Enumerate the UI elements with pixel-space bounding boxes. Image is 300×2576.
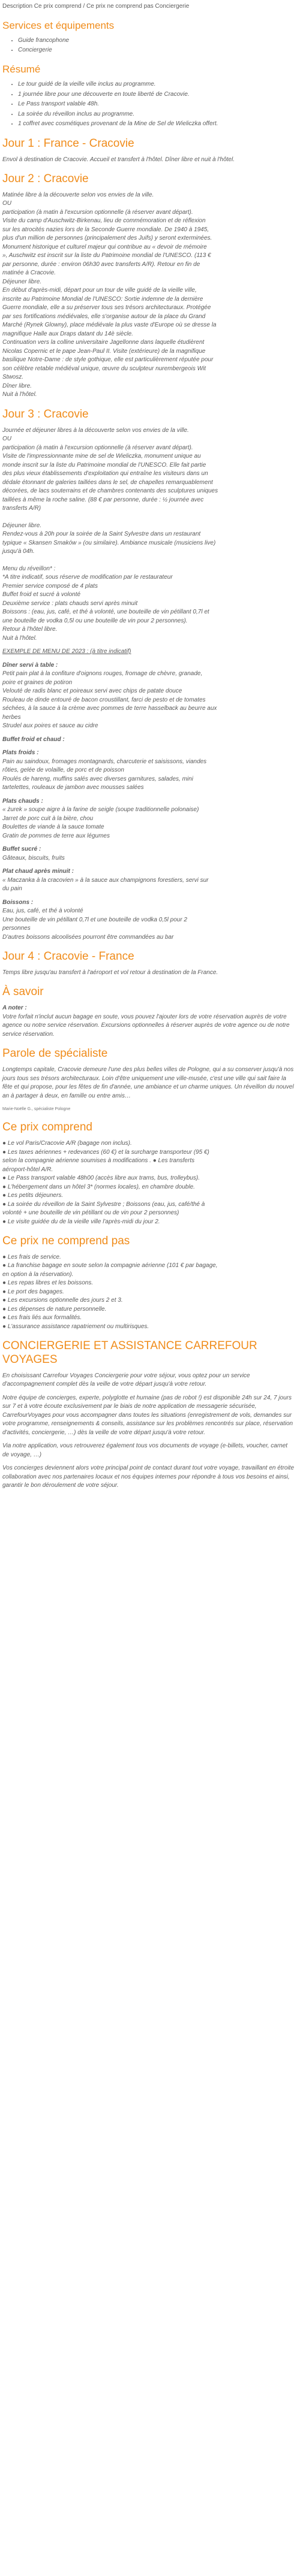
text-line: Menu du réveillon* : — [2, 565, 56, 572]
text-line: Matinée libre à la découverte selon vos envies de la ville. — [2, 191, 154, 198]
menu-dinner-title: Dîner servi à table : — [2, 661, 58, 669]
menu-section — [2, 648, 295, 942]
text-line: Eau, jus, café, et thé à volonté — [2, 908, 83, 915]
text-line: jusqu'à 04h. — [2, 548, 35, 555]
text-line: des plus vieux établissements d'exploitation qui entraîne les visiteurs dans un — [2, 470, 208, 477]
text-line: Une bouteille de vin pétillant 0,7l et une bouteille de vodka 0,5l pour 2 — [2, 916, 187, 923]
day2-section — [2, 173, 295, 400]
text-line: ● Le port des bagages. — [2, 1288, 64, 1295]
text-line: Visite du camp d'Auschwitz-Birkenau, lieu de commémoration et de réflexion — [2, 217, 206, 225]
text-line: son célèbre retable médiéval unique, œuvre du sculpteur nurembergeois Wit — [2, 365, 206, 372]
text-line: Continuation vers la colline universitaire Jagellonne dans laquelle étudièrent — [2, 339, 205, 346]
day3-body — [2, 427, 295, 643]
text-line: Rouleau de dinde entouré de bacon croustillant, farci de pesto et de tomates — [2, 696, 206, 703]
text-line: du pain — [2, 885, 22, 893]
text-line: *A titre indicatif, sous réserve de modification par le restaurateur — [2, 574, 173, 581]
text-line: selon la compagnie aérienne soumises à modifications . ● Les transferts — [2, 1157, 195, 1164]
day4-section — [2, 950, 295, 977]
text-line: ● Les frais liés aux formalités. — [2, 1314, 82, 1322]
day3-title: Jour 3 : Cracovie — [2, 407, 89, 421]
day2-body — [2, 191, 295, 400]
text-line: aéroport-hôtel A/R. — [2, 1166, 53, 1173]
text-line: Déjeuner libre. — [2, 278, 42, 285]
menu-title: EXEMPLE DE MENU DE 2023 : (à titre indicatif) — [2, 648, 131, 655]
resume-section — [2, 64, 295, 129]
text-line: En début d'après-midi, départ pour un tour de ville guidé de la vieille ville, — [2, 287, 197, 294]
text-line: monde inscrit sur la liste du Patrimoine mondial de l'UNESCO. Elle fait partie — [2, 461, 206, 468]
text-line: herbes — [2, 713, 21, 721]
list-item: • 1 journée libre pour une découverte en toute liberté de Cracovie. — [18, 90, 295, 99]
text-line: taillées à même la roche saline. (88 € par personne, durée : ½ journée avec — [2, 496, 204, 503]
text-line: Stwosz. — [2, 374, 24, 381]
text-line: ● L'hébergement dans un hôtel 3* (normes locales), en chambre double. — [2, 1183, 195, 1190]
specialist-text: Longtemps capitale, Cracovie demeure l'une des plus belles villes de Pologne, qui a su conserver jusqu'à nos jours tous ses trésors architecturaux. Loin d'être uniquement une ville-musée, c'est une ville qui sait faire la fête et qui propose, pour les fêtes de fin d'année, une ambiance et un charme uniques. Un réveillon du nouvel an à partager à deux, en famille ou entre amis… — [2, 1066, 294, 1099]
menu-after-title: Plat chaud après minuit : — [2, 868, 74, 875]
menu-drinks-title: Boissons : — [2, 899, 34, 906]
day4-text: Temps libre jusqu'au transfert à l'aéroport et vol retour à destination de la France. — [2, 969, 218, 976]
text-line: Pain au saindoux, fromages montagnards, charcuterie et saisissons, viandes — [2, 758, 207, 765]
text-line: en option à la réservation). — [2, 1271, 74, 1278]
text-line: volonté + une bouteille de vin pétillant ou de vin pour 2 personnes) — [2, 1210, 179, 1216]
day1-section — [2, 137, 295, 164]
menu-cold-body — [2, 758, 295, 793]
menu-after-body — [2, 876, 295, 894]
text-line: D'autres boissons alcoolisées pourront être commandées au bar — [2, 933, 174, 941]
text-line: Roulés de hareng, muffins salés avec diverses garnitures, salades, mini — [2, 775, 193, 782]
list-item: • 1 coffret avec cosmétiques provenant de la Mine de Sel de Wieliczka offert. — [18, 120, 295, 129]
text-line: décorées, de lacs souterrains et de chambres contenants des sculptures uniques — [2, 488, 218, 495]
text-line: ● La soirée du réveillon de la Saint Sylvestre ; Boissons (eau, jus, café/thé à — [2, 1201, 205, 1208]
text-line: Retour à l'hôtel libre. — [2, 626, 58, 633]
text-line: « żurek » soupe aigre à la farine de seigle (soupe traditionnelle polonaise) — [2, 806, 199, 814]
text-line: ● Les dépenses de nature personnelle. — [2, 1305, 107, 1313]
text-line: basilique Notre-Dame : de style gothique, elle est particulièrement réputée pour — [2, 356, 214, 364]
day4-title: Jour 4 : Cracovie - France — [2, 950, 134, 963]
resume-title: Résumé — [2, 63, 41, 75]
text-line: participation (à matin à l'excursion optionnelle (à réserver avant départ). — [2, 208, 193, 216]
text-line: ● Les repas libres et les boissons. — [2, 1280, 94, 1287]
day3-section — [2, 408, 295, 643]
text-line: Premier service composé de 4 plats — [2, 582, 98, 589]
text-line: Velouté de radis blanc et poireaux servi avec chips de patate douce — [2, 688, 182, 695]
text-line: Nuit à l'hôtel. — [2, 634, 37, 642]
text-line: Gratin de pommes de terre aux légumes — [2, 832, 110, 839]
text-line: ● Les excursions optionnelle des jours 2 et 3. — [2, 1297, 123, 1304]
text-line: plus d'un million de personnes (principalement des Juifs) y seront exterminées. — [2, 235, 212, 242]
includes-title: Ce prix comprend — [2, 1121, 92, 1134]
specialist-title: Parole de spécialiste — [2, 1047, 108, 1060]
text-line: inscrite au Patrimoine Mondial de l'UNESCO: Sortie indemne de la dernière — [2, 295, 203, 303]
text-line: OU — [2, 200, 11, 207]
concierge-p3: Via notre application, vous retrouverez également tous vos documents de voyage (e-billets, voucher, carnet de voyage, …) — [2, 1443, 288, 1458]
text-line: ● Le vol Paris/Cracovie A/R (bagage non inclus). — [2, 1140, 132, 1147]
text-line: ● Les frais de service. — [2, 1253, 61, 1260]
text-line: Guerre mondiale, elle a su préserver tous ses trésors architecturaux. Protégée — [2, 304, 211, 312]
text-line: ● Le visite guidée du de la vieille ville l'après-midi du jour 2. — [2, 1218, 160, 1225]
text-line — [2, 513, 295, 522]
menu-sweet-title: Buffet sucré : — [2, 846, 41, 853]
tab-bar[interactable]: Description Ce prix comprend / Ce prix ne comprend pas Conciergerie — [2, 3, 190, 10]
text-line: Jarret de porc cuit à la bière, chou — [2, 815, 94, 822]
text-line: personnes — [2, 925, 31, 932]
text-line: rôties, gelée de volaille, de porc et de poisson — [2, 767, 124, 774]
text-line: Deuxième service : plats chauds servi après minuit — [2, 600, 138, 607]
includes-body — [2, 1139, 295, 1226]
concierge-p4: Vos concierges deviennent alors votre principal point de contact durant tout votre voyage, travaillant en étroite collaboration avec nos partenaires locaux et nos équipes internes pour répondre à tous vos besoins et ainsi, garantir le bon déroulement de votre séjour. — [2, 1465, 295, 1489]
text-line: « Maczanka à la cracovien » à la sauce aux champignons forestiers, servi sur — [2, 876, 209, 884]
excludes-section — [2, 1235, 295, 1331]
menu-sweet-body — [2, 854, 295, 863]
text-line: Marché (Rynek Glowny), place médiévale la plus vaste d'Europe où se dresse la — [2, 322, 217, 329]
day1-title: Jour 1 : France - Cracovie — [2, 137, 134, 150]
text-line: », Auschwitz est inscrit sur la liste du Patrimoine mondial de l'UNESCO. (113 € — [2, 252, 211, 259]
text-line: ● L'assurance assistance rapatriement ou multirisques. — [2, 1323, 149, 1330]
savoir-section — [2, 985, 295, 1039]
day2-title: Jour 2 : Cracovie — [2, 173, 89, 186]
list-item: • Le Pass transport valable 48h. — [18, 100, 295, 109]
text-line: Monument historique et culturel majeur qui contribue au « devoir de mémoire — [2, 243, 207, 250]
services-title: Services et équipements — [2, 19, 115, 31]
menu-hot-body — [2, 806, 295, 840]
text-line: OU — [2, 436, 11, 443]
text-line: tartelettes, rouleaux de jambon avec mousses salées — [2, 784, 144, 791]
text-line: Déjeuner libre. — [2, 522, 42, 529]
savoir-note-label: A noter : — [2, 1005, 27, 1012]
excludes-title: Ce prix ne comprend pas — [2, 1235, 130, 1247]
specialist-section — [2, 1047, 295, 1112]
text-line: par personne, durée : environ 06h30 avec transferts A/R). Retour en fin de — [2, 261, 200, 268]
list-item: • Le tour guidé de la vieille ville inclus au programme. — [18, 80, 295, 89]
savoir-title: À savoir — [2, 985, 44, 999]
text-line — [2, 557, 295, 565]
specialist-credit: Marie-Noëlle G., spécialiste Pologne — [2, 1107, 71, 1112]
text-line: dédale étonnant de galeries taillées dans le sel, de chapelles remarquablement — [2, 479, 213, 486]
text-line: participation (à matin à l'excursion optionnelle (à réserver avant départ). — [2, 444, 193, 451]
savoir-text: Votre forfait n'inclut aucun bagage en soute, vous pouvez l'ajouter lors de votre réservation auprès de votre agence ou notre service réservation. Excursions optionnelles à réserver auprès de votre agence ou de notre service réservation. — [2, 1013, 290, 1038]
text-line: Journée et déjeuner libres à la découverte selon vos envies de la ville. — [2, 427, 189, 434]
day1-text: Envol à destination de Cracovie. Accueil et transfert à l'hôtel. Dîner libre et nuit à l'hôtel. — [2, 156, 235, 163]
concierge-section — [2, 1340, 295, 1490]
text-line: ● La franchise bagage en soute selon la compagnie aérienne (101 € par bagage, — [2, 1262, 218, 1269]
text-line: Rendez-vous à 20h pour la soirée de la Saint Sylvestre dans un restaurant — [2, 531, 201, 538]
text-line: Petit pain plat à la confiture d'oignons rouges, fromage de chèvre, granade, — [2, 670, 203, 678]
list-item: • Conciergerie — [18, 46, 295, 55]
includes-section — [2, 1121, 295, 1226]
text-line: Nuit à l'hôtel. — [2, 391, 37, 398]
menu-buffet-title: Buffet froid et chaud : — [2, 736, 65, 743]
text-line: par ses fortifications médiévales, elle s'organise autour de la place du Grand — [2, 313, 206, 320]
text-line: matinée à Cracovie. — [2, 270, 56, 277]
text-line: ● Les petits déjeuners. — [2, 1192, 64, 1199]
menu-drinks-body — [2, 907, 295, 942]
list-item: • Guide francophone — [18, 37, 295, 46]
menu-hot-title: Plats chauds : — [2, 797, 43, 805]
text-line: une bouteille de vodka 0,5l ou une bouteille de vin pour 2 personnes). — [2, 617, 188, 624]
text-line: séchées, à la sauce à la crème avec pommes de terre hasselback au beurre aux — [2, 705, 217, 712]
text-line: transferts A/R) — [2, 505, 41, 512]
text-line: Buffet froid et sucré à volonté — [2, 591, 81, 598]
text-line: Nicolas Copernic et le pape Jean-Paul II. Visite (extérieure) de la magnifique — [2, 347, 206, 355]
concierge-title: CONCIERGERIE ET ASSISTANCE CARREFOUR VOYAGES — [2, 1340, 257, 1366]
text-line: sur les atrocités nazies lors de la Seconde Guerre mondiale. De 1940 à 1945, — [2, 226, 209, 233]
concierge-p2: Notre équipe de concierges, experte, polyglotte et humaine (pas de robot !) est disponible 24h sur 24, 7 jours sur 7 et à votre écoute exclusivement par le biais de notre application de messagerie sécurisée, CarrefourVoyages pour vous accompagner dans toutes les situations (enregistrement de vols, demandes sur votre programme, renseignements & conseils, assistance sur les problèmes rencontrés sur place, réservation d'activités, conciergerie, …) dès la veille de votre départ jusqu'à votre retour. — [2, 1394, 293, 1436]
excludes-body — [2, 1253, 295, 1332]
text-line: ● Le Pass transport valable 48h00 (accès libre aux trams, bus, trolleybus). — [2, 1175, 200, 1181]
text-line: magnifique Halle aux Draps datant du 14è siècle. — [2, 330, 133, 337]
text-line: Visite de l'impressionnante mine de sel de Wieliczka, monument unique au — [2, 453, 201, 460]
list-item: • La soirée du réveillon inclus au programme. — [18, 110, 295, 119]
text-line: poire et graines de potiron — [2, 679, 73, 686]
menu-dinner-body — [2, 670, 295, 731]
concierge-p1: En choisissant Carrefour Voyages Conciergerie pour votre séjour, vous optez pour un service d'accompagnement complet dès la veille de votre départ jusqu'à votre retour. — [2, 1372, 250, 1388]
menu-cold-title: Plats froids : — [2, 749, 39, 757]
text-line: ● Les taxes aériennes + redevances (60 €) et la surcharge transporteur (95 €) — [2, 1148, 209, 1156]
text-line: Boissons : (eau, jus, café, et thé à volonté, une bouteille de vin pétillant 0,7l et — [2, 609, 209, 616]
resume-list — [2, 80, 295, 129]
services-list — [2, 37, 295, 55]
text-line: Strudel aux poires et sauce au cidre — [2, 722, 98, 730]
text-line: Gâteaux, biscuits, fruits — [2, 854, 65, 861]
text-line: typique « Skansen Smaków » (ou similaire). Ambiance musicale (musiciens live) — [2, 539, 216, 546]
text-line: Dîner libre. — [2, 382, 32, 389]
services-section — [2, 20, 295, 55]
text-line: Boulettes de viande à la sauce tomate — [2, 824, 104, 831]
